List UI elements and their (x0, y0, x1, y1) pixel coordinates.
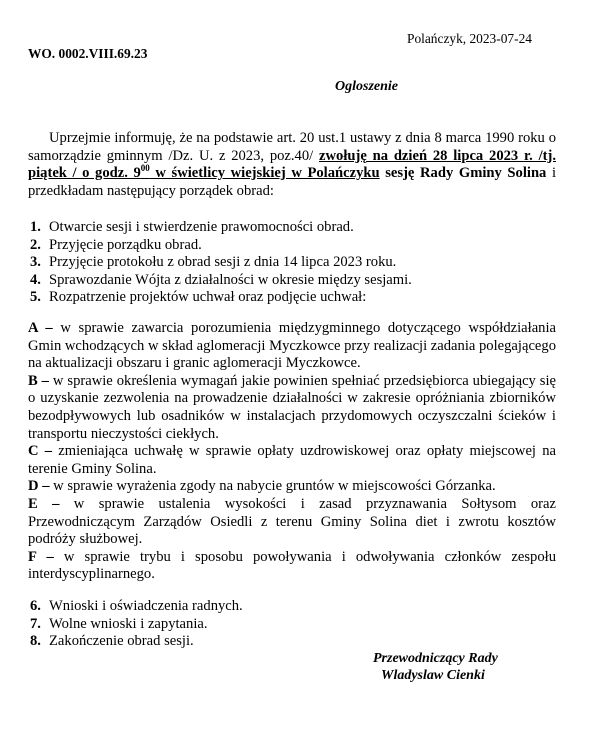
agenda-item (30, 254, 412, 272)
intro-paragraph (28, 130, 556, 200)
document-title: Ogloszenie (335, 79, 398, 94)
agenda-item-number: 7. (30, 615, 41, 632)
resolution-text: w sprawie wyrażenia zgody na nabycie gruntów w miejscowości Górzanka. (49, 478, 496, 495)
signature-role: Przewodniczący Rady (373, 651, 498, 666)
agenda-item (30, 289, 412, 307)
resolution-item (28, 549, 556, 584)
agenda-item-number: 5. (30, 289, 41, 306)
session-name: sesję Rady Gminy Solina (379, 165, 547, 182)
resolution-label: A – (28, 320, 53, 336)
resolution-text: w sprawie trybu i sposobu powoływania i odwoływania członków zespołu interdyscyplinarnego. (28, 548, 557, 583)
resolution-label: F – (28, 548, 54, 565)
place-date: Polańczyk, 2023-07-24 (407, 31, 532, 46)
agenda-item (30, 272, 412, 290)
resolution-item (28, 443, 556, 478)
resolution-item (28, 373, 556, 443)
agenda-item-text: Sprawozdanie Wójta z działalności w okresie między sesjami. (49, 271, 412, 288)
resolution-text: zmieniająca uchwałę w sprawie opłaty uzdrowiskowej oraz opłaty miejscowej na terenie Gminy Solina. (28, 443, 556, 477)
resolution-label: E – (28, 495, 60, 512)
agenda-item-text: Przyjęcie porządku obrad. (49, 236, 202, 253)
resolution-item (28, 320, 556, 373)
agenda-item-number: 2. (30, 236, 41, 253)
convocation-date-text: zwołuję na dzień 28 lipca 2023 r. /tj. piątek / o godz. 9 (28, 147, 556, 182)
agenda-item-number: 8. (30, 633, 41, 650)
agenda-item (30, 598, 243, 616)
resolution-label: B – (28, 372, 49, 389)
agenda-item-number: 1. (30, 219, 41, 235)
agenda-item (30, 219, 412, 237)
resolutions-list (28, 320, 556, 584)
signature-name: Wladyslaw Cienki (381, 668, 485, 683)
resolution-text: w sprawie zawarcia porozumienia międzygminnego dotyczącego współdziałania Gmin wchodzących w skład aglomeracji Myczkowce przy realizacji zadania polegającego na aktualizacji obszaru i granic aglomeracji Myczkowce. (28, 320, 556, 372)
resolution-text: w sprawie ustalenia wysokości i zasad przyznawania Sołtysom oraz Przewodniczącym Zarządów Osiedli z terenu Gminy Solina diet i zwrotu kosztów podróży służbowej. (28, 495, 556, 548)
intro-text-legal-basis: Uprzejmie informuję, że na podstawie art. 20 ust.1 ustawy z dnia 8 marca 1990 roku o samorządzie gminnym /Dz. U. z 2023, poz.40/ (28, 130, 556, 164)
agenda-list (30, 219, 412, 307)
resolution-label: D – (28, 478, 50, 495)
reference-number: WO. 0002.VIII.69.23 (28, 46, 148, 61)
intro-text-closing: i przedkładam następujący porządek obrad: (28, 165, 557, 199)
agenda-list-end (30, 598, 243, 651)
hour-superscript: 00 (140, 163, 150, 174)
resolution-item (28, 478, 556, 496)
resolution-item (28, 496, 556, 549)
agenda-item-number: 3. (30, 254, 41, 271)
agenda-item-text: Zakończenie obrad sesji. (49, 633, 194, 650)
convocation-venue: w świetlicy wiejskiej w Polańczyku (149, 165, 380, 182)
resolution-text: w sprawie określenia wymagań jakie powinien spełniać przedsiębiorca ubiegający się o uzyskanie zezwolenia na prowadzenie działalności w zakresie opróżniania zbiorników bezodpływowych lub osadników w instalacjach przydomowych oczyszczalni ścieków i transportu nieczystości ciekłych. (28, 372, 557, 442)
agenda-item-text: Przyjęcie protokołu z obrad sesji z dnia 14 lipca 2023 roku. (49, 254, 397, 271)
agenda-item (30, 616, 243, 634)
agenda-item (30, 633, 243, 651)
agenda-item-number: 4. (30, 271, 41, 288)
resolution-label: C – (28, 443, 53, 460)
agenda-item-text: Wnioski i oświadczenia radnych. (49, 598, 243, 614)
agenda-item-text: Wolne wnioski i zapytania. (49, 615, 208, 632)
agenda-item (30, 237, 412, 255)
agenda-item-text: Otwarcie sesji i stwierdzenie prawomocności obrad. (49, 219, 354, 235)
agenda-item-text: Rozpatrzenie projektów uchwał oraz podjęcie uchwał: (49, 289, 367, 306)
agenda-item-number: 6. (30, 598, 41, 614)
